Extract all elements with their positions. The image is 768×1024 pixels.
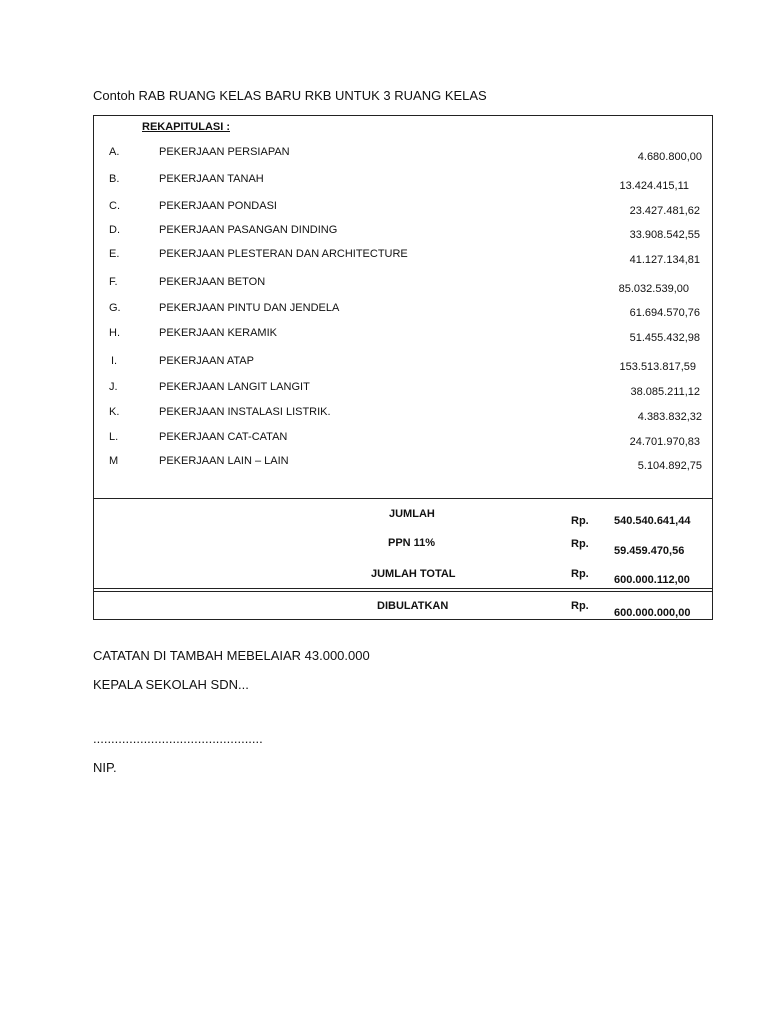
item-desc: PEKERJAAN PONDASI [159,200,277,212]
item-letter: F. [109,276,118,288]
item-desc: PEKERJAAN KERAMIK [159,327,277,339]
item-value: 85.032.539,00 [618,283,689,295]
item-desc: PEKERJAAN PASANGAN DINDING [159,224,338,236]
item-desc: PEKERJAAN ATAP [159,355,254,367]
ppn-rp: Rp. [571,538,589,550]
total-label: JUMLAH TOTAL [371,568,456,580]
item-letter: J. [109,381,118,393]
jumlah-label: JUMLAH [389,508,435,520]
dibulatkan-rp: Rp. [571,600,589,612]
total-divider-bottom [93,591,713,592]
item-desc: PEKERJAAN PINTU DAN JENDELA [159,302,340,314]
item-letter: D. [109,224,120,236]
signature-line: ............................................... [93,731,263,746]
item-value: 61.694.570,76 [629,307,700,319]
ppn-label: PPN 11% [388,537,436,549]
item-letter: G. [109,302,121,314]
item-value: 153.513.817,59 [619,361,696,373]
jumlah-value: 540.540.641,44 [614,515,691,527]
item-value: 41.127.134,81 [629,254,700,266]
item-value: 24.701.970,83 [629,436,700,448]
item-desc: PEKERJAAN PLESTERAN DAN ARCHITECTURE [159,248,408,260]
total-divider-top [93,588,713,589]
nip-label: NIP. [93,760,117,775]
jumlah-rp: Rp. [571,515,589,527]
item-desc: PEKERJAAN CAT-CATAN [159,431,288,443]
item-desc: PEKERJAAN BETON [159,276,266,288]
item-value: 23.427.481,62 [629,205,700,217]
item-letter: E. [109,248,120,260]
item-value: 38.085.211,12 [630,386,700,398]
summary-divider [93,498,713,499]
note-text: CATATAN DI TAMBAH MEBELAIAR 43.000.000 [93,648,370,663]
item-letter: M [109,455,119,467]
item-desc: PEKERJAAN INSTALASI LISTRIK. [159,406,331,418]
item-value: 4.383.832,32 [637,411,702,423]
dibulatkan-value: 600.000.000,00 [614,607,691,619]
total-rp: Rp. [571,568,589,580]
dibulatkan-label: DIBULATKAN [377,600,449,612]
item-letter: H. [109,327,120,339]
item-desc: PEKERJAAN LANGIT LANGIT [159,381,310,393]
item-value: 4.680.800,00 [637,151,702,163]
item-value: 13.424.415,11 [619,180,689,192]
item-letter: K. [109,406,120,418]
item-desc: PEKERJAAN TANAH [159,173,264,185]
ppn-value: 59.459.470,56 [614,545,685,557]
item-desc: PEKERJAAN LAIN – LAIN [159,455,289,467]
rekap-heading: REKAPITULASI : [142,121,230,133]
item-letter: A. [109,146,120,158]
item-desc: PEKERJAAN PERSIAPAN [159,146,290,158]
item-letter: I. [111,355,118,367]
item-value: 33.908.542,55 [629,229,700,241]
item-letter: C. [109,200,120,212]
item-value: 51.455.432,98 [629,332,700,344]
signer-title: KEPALA SEKOLAH SDN... [93,677,249,692]
item-letter: L. [109,431,119,443]
document-title: Contoh RAB RUANG KELAS BARU RKB UNTUK 3 RUANG KELAS [93,88,487,103]
total-value: 600.000.112,00 [614,574,690,586]
item-value: 5.104.892,75 [637,460,702,472]
item-letter: B. [109,173,120,185]
